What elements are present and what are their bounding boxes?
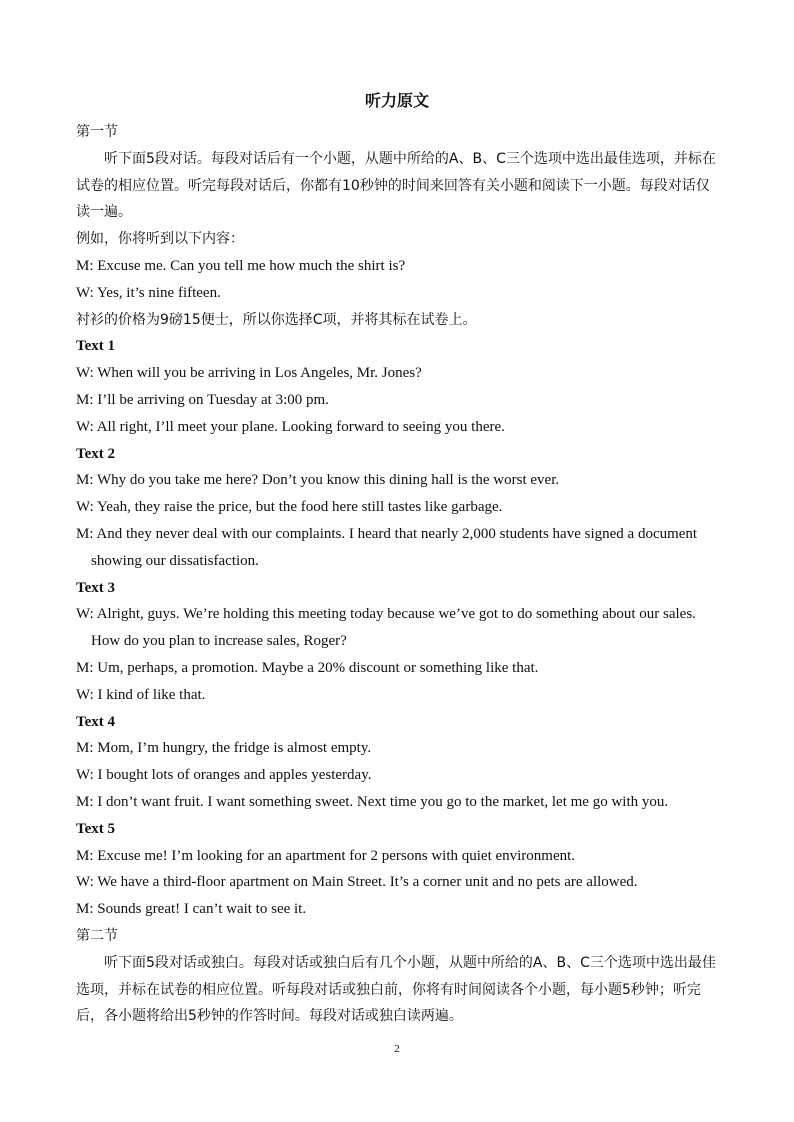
example-line-w: W: Yes, it’s nine fifteen. [76,284,221,301]
text-5-heading: Text 5 [76,820,116,837]
section-1-heading: 第一节 [76,124,118,140]
dialogue-line: M: Why do you take me here? Don’t you know this dining hall is the worst ever. [76,472,560,489]
dialogue-line: M: Sounds great! I can’t wait to see it. [76,901,307,918]
section-1-instructions: 听下面5段对话。每段对话后有一个小题，从题中所给的A、B、C三个选项中选出最佳选项，并标在试卷的相应位置。听完每段对话后，你都有10秒钟的时间来回答有关小题和阅读下一小题。每段对话仅读一遍。 [76,150,716,221]
dialogue-line: M: Excuse me! I’m looking for an apartment for 2 persons with quiet environment. [76,847,576,864]
dialogue-line: M: I don’t want fruit. I want something sweet. Next time you go to the market, let me go with you. [76,793,669,810]
transcript-body [76,119,716,1030]
dialogue-line: M: Um, perhaps, a promotion. Maybe a 20% discount or something like that. [76,659,539,676]
dialogue-line: M: And they never deal with our complaints. I heard that nearly 2,000 students have signed a document showing our dissatisfaction. [76,525,698,569]
page-title: 听力原文 [364,91,429,110]
dialogue-line: W: All right, I’ll meet your plane. Looking forward to seeing you there. [76,418,505,435]
section-2-instructions: 听下面5段对话或独白。每段对话或独白后有几个小题，从题中所给的A、B、C三个选项中选出最佳选项，并标在试卷的相应位置。听每段对话或独白前，你将有时间阅读各个小题，每小题5秒钟；听完后，各小题将给出5秒钟的作答时间。每段对话或独白读两遍。 [76,954,716,1025]
section-2-heading: 第二节 [76,927,118,944]
dialogue-line: M: I’ll be arriving on Tuesday at 3:00 pm. [76,391,329,408]
example-line-m: M: Excuse me. Can you tell me how much the shirt is? [76,257,406,274]
example-note: 衬衫的价格为9磅15便士，所以你选择C项，并将其标在试卷上。 [76,311,477,328]
dialogue-line: W: Yeah, they raise the price, but the food here still tastes like garbage. [76,499,503,516]
dialogue-line: M: Mom, I’m hungry, the fridge is almost empty. [76,740,372,757]
text-2-heading: Text 2 [76,445,116,462]
example-intro: 例如，你将听到以下内容： [76,231,244,248]
text-3-heading: Text 3 [76,579,116,596]
dialogue-line: W: I bought lots of oranges and apples yesterday. [76,767,372,784]
dialogue-line: W: When will you be arriving in Los Angeles, Mr. Jones? [76,365,422,382]
text-1-heading: Text 1 [76,338,116,355]
page-number: 2 [394,1043,400,1055]
dialogue-line: W: Alright, guys. We’re holding this meeting today because we’ve got to do something about our sales. How do you plan to increase sales, Roger? [76,606,696,650]
text-4-heading: Text 4 [76,713,116,730]
dialogue-line: W: We have a third-floor apartment on Main Street. It’s a corner unit and no pets are allowed. [76,874,638,891]
dialogue-line: W: I kind of like that. [76,686,206,703]
